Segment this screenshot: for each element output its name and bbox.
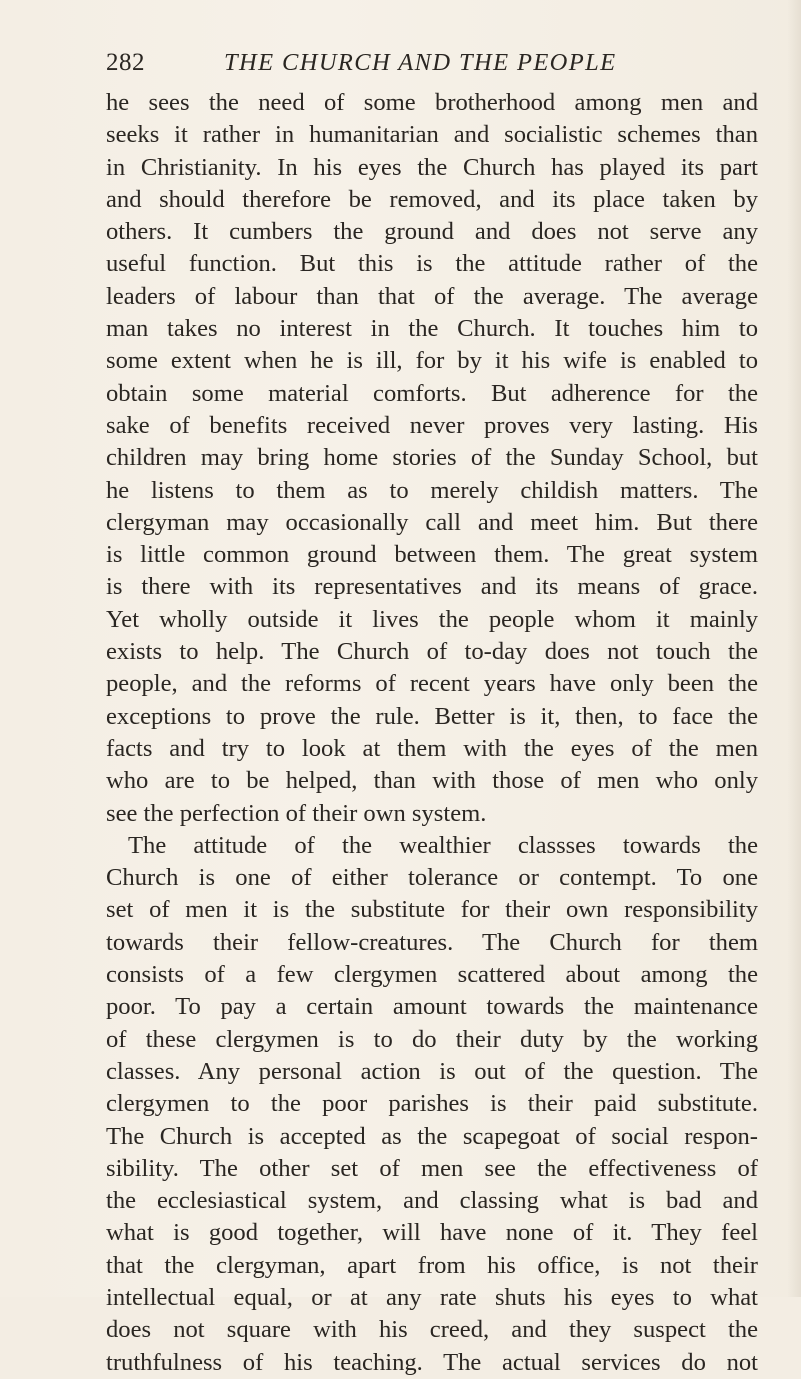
text-line: some extent when he is ill, for by it his wife is enabled to — [106, 347, 758, 375]
text-line: truthfulness of his teaching. The actual services do not — [106, 1348, 758, 1376]
text-line: clergymen to the poor parishes is their paid substitute. — [106, 1090, 758, 1118]
text-line: facts and try to look at them with the eyes of the men — [106, 734, 758, 762]
body-text — [106, 87, 758, 1379]
text-line: intellectual equal, or at any rate shuts his eyes to what — [106, 1283, 758, 1311]
text-line: who are to be helped, than with those of men who only — [106, 767, 758, 795]
text-line: does not square with his creed, and they suspect the — [106, 1316, 758, 1344]
text-line: is little common ground between them. The great system — [106, 541, 758, 569]
text-line: The Church is accepted as the scapegoat of social respon- — [106, 1122, 758, 1150]
text-line: of these clergymen is to do their duty by the working — [106, 1025, 758, 1053]
text-line: obtain some material comforts. But adherence for the — [106, 379, 758, 407]
text-line: classes. Any personal action is out of the question. The — [106, 1057, 758, 1085]
running-title: THE CHURCH AND THE PEOPLE — [224, 49, 617, 76]
text-line: Yet wholly outside it lives the people whom it mainly — [106, 605, 758, 633]
page-edge-shadow — [787, 0, 801, 1297]
text-line: children may bring home stories of the Sunday School, but — [106, 444, 758, 472]
text-line: poor. To pay a certain amount towards the maintenance — [106, 993, 758, 1021]
text-line: The attitude of the wealthier classses towards the — [128, 831, 758, 859]
text-line: set of men it is the substitute for their own responsibility — [106, 896, 758, 924]
text-line: seeks it rather in humanitarian and socialistic schemes than — [106, 121, 758, 149]
running-head — [106, 48, 746, 84]
text-line: exists to help. The Church of to-day does not touch the — [106, 638, 758, 666]
text-line: people, and the reforms of recent years have only been the — [106, 670, 758, 698]
text-line: he sees the need of some brotherhood among men and — [106, 89, 758, 116]
text-line: exceptions to prove the rule. Better is it, then, to face the — [106, 702, 758, 730]
text-line: the ecclesiastical system, and classing what is bad and — [106, 1187, 758, 1215]
text-line: that the clergyman, apart from his office, is not their — [106, 1251, 758, 1279]
text-line: in Christianity. In his eyes the Church has played its part — [106, 153, 758, 181]
text-line: he listens to them as to merely childish matters. The — [106, 476, 758, 504]
text-line: Church is one of either tolerance or contempt. To one — [106, 864, 758, 892]
text-line: leaders of labour than that of the average. The average — [106, 282, 758, 310]
text-line: towards their fellow-creatures. The Church for them — [106, 928, 758, 956]
page-number: 282 — [106, 49, 145, 76]
text-line: useful function. But this is the attitude rather of the — [106, 250, 758, 278]
text-line: see the perfection of their own system. — [106, 799, 487, 827]
text-line: man takes no interest in the Church. It touches him to — [106, 315, 758, 343]
text-line: others. It cumbers the ground and does not serve any — [106, 218, 758, 246]
text-line: sibility. The other set of men see the effectiveness of — [106, 1154, 758, 1182]
text-line: clergyman may occasionally call and meet him. But there — [106, 508, 758, 536]
text-line: and should therefore be removed, and its place taken by — [106, 185, 758, 213]
text-line: is there with its representatives and its means of grace. — [106, 573, 758, 601]
text-line: consists of a few clergymen scattered about among the — [106, 961, 758, 989]
text-line: sake of benefits received never proves very lasting. His — [106, 411, 758, 439]
text-line: what is good together, will have none of it. They feel — [106, 1219, 758, 1247]
